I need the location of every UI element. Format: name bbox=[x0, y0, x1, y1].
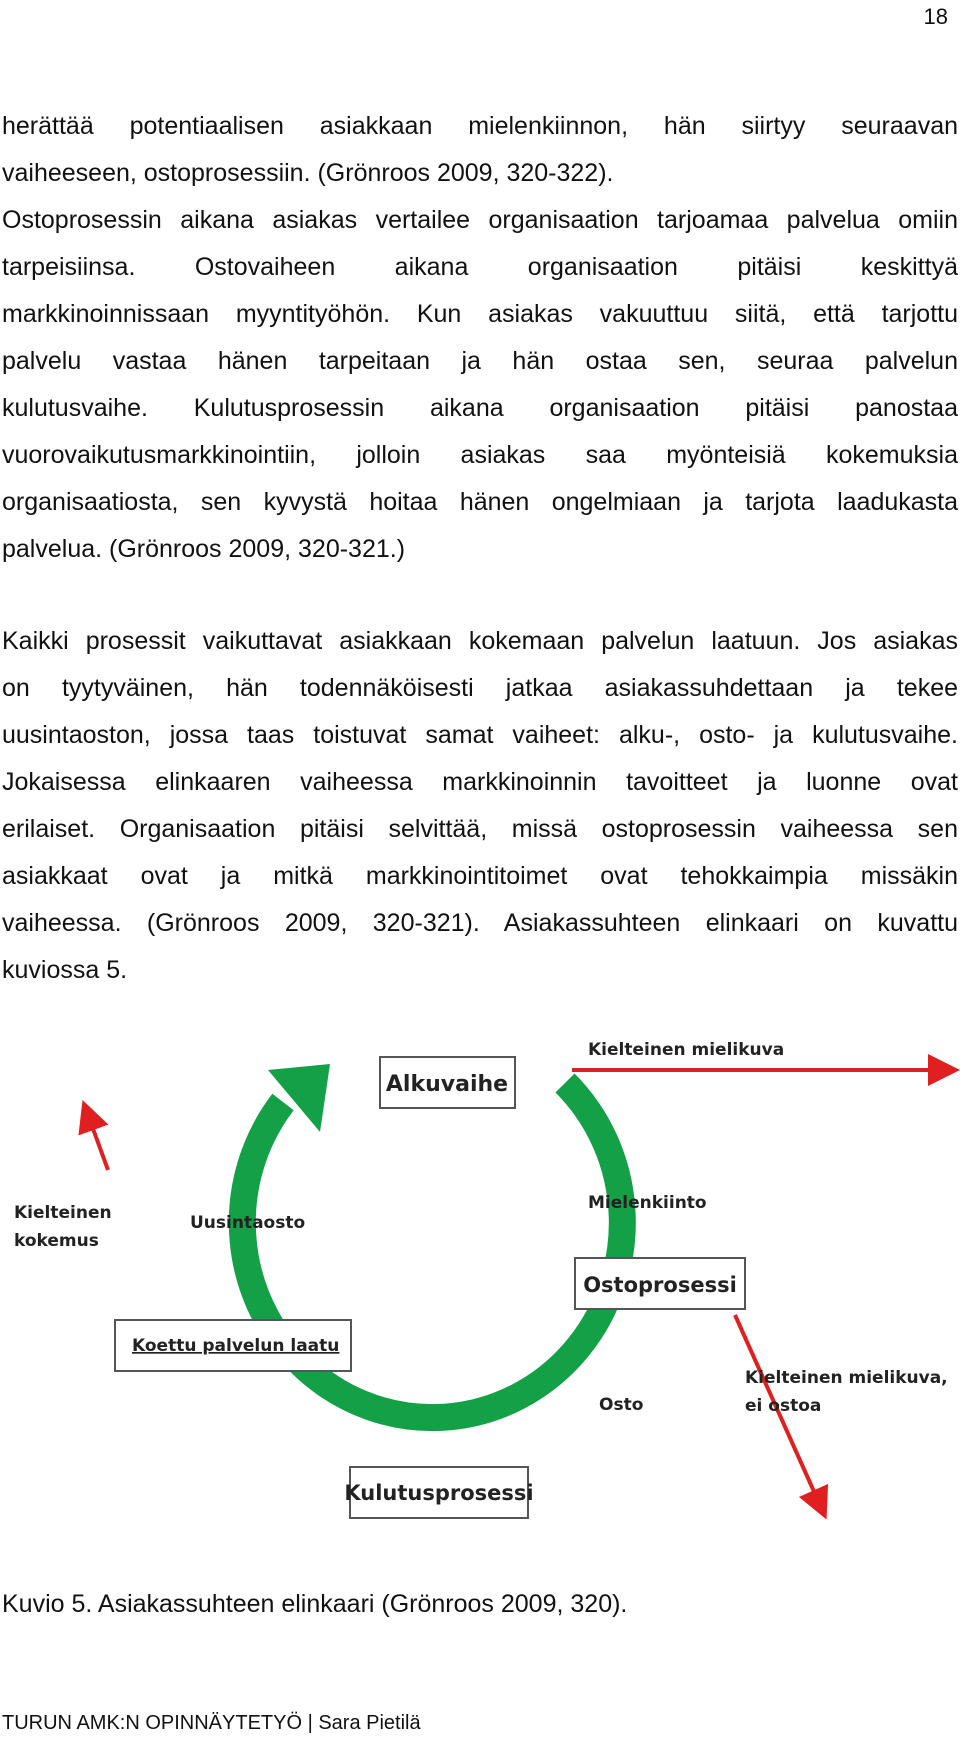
paragraph-line: Kaikki prosessit vaikuttavat asiakkaan kokemaan palvelun laatuun. Jos asiakas bbox=[2, 627, 958, 655]
paragraph-2 bbox=[2, 197, 958, 620]
stage-box-alkuvaihe bbox=[380, 1057, 515, 1108]
label-mielenkiinto: Mielenkiinto bbox=[588, 1193, 707, 1213]
paragraph-line: vaiheessa. (Grönroos 2009, 320-321). Asiakassuhteen elinkaari on kuvattu bbox=[2, 909, 958, 937]
page-number: 18 bbox=[923, 4, 948, 29]
red-arrow-kielteinen-kokemus bbox=[88, 1115, 108, 1170]
paragraph-line: tarpeisiinsa. Ostovaiheen aikana organisaation pitäisi keskittyä bbox=[2, 253, 958, 281]
paragraph-line: kulutusvaihe. Kulutusprosessin aikana organisaation pitäisi panostaa bbox=[2, 394, 958, 422]
stage-box-koettu-laatu bbox=[115, 1320, 351, 1371]
stage-label-ostoprosessi: Ostoprosessi bbox=[583, 1273, 737, 1297]
paragraph-line: erilaiset. Organisaation pitäisi selvittää, missä ostoprosessin vaiheessa sen bbox=[2, 815, 958, 843]
paragraph-line: Jokaisessa elinkaaren vaiheessa markkinoinnin tavoitteet ja luonne ovat bbox=[2, 768, 958, 796]
paragraph-line: palvelu vastaa hänen tarpeitaan ja hän ostaa sen, seuraa palvelun bbox=[2, 347, 958, 375]
stage-label-koettu-laatu: Koettu palvelun laatu bbox=[132, 1336, 340, 1356]
paragraph-3 bbox=[2, 618, 958, 1041]
paragraph-line: palvelua. (Grönroos 2009, 320-321.) bbox=[2, 535, 406, 563]
label-kielteinen-mielikuva-ei-ostoa-2: ei ostoa bbox=[745, 1396, 822, 1416]
label-kielteinen-kokemus-1: Kielteinen bbox=[14, 1203, 112, 1223]
stage-label-alkuvaihe: Alkuvaihe bbox=[385, 1072, 509, 1097]
label-uusintaosto: Uusintaosto bbox=[190, 1213, 306, 1233]
paragraph-line: vaiheeseen, ostoprosessiin. (Grönroos 2009, 320-322). bbox=[2, 159, 614, 187]
paragraph-line: asiakkaat ovat ja mitkä markkinointitoimet ovat tehokkaimpia missäkin bbox=[2, 862, 958, 890]
paragraph-line: markkinoinnissaan myyntityöhön. Kun asiakas vakuuttuu siitä, että tarjottu bbox=[2, 300, 958, 328]
stage-label-kulutusprosessi: Kulutusprosessi bbox=[344, 1481, 534, 1505]
customer-lifecycle-diagram bbox=[0, 1030, 960, 1530]
page-footer: TURUN AMK:N OPINNÄYTETYÖ | Sara Pietilä bbox=[2, 1712, 421, 1734]
paragraph-line: kuviossa 5. bbox=[2, 956, 128, 984]
label-kielteinen-mielikuva: Kielteinen mielikuva bbox=[588, 1040, 785, 1060]
paragraph-line: uusintaoston, jossa taas toistuvat samat vaiheet: alku-, osto- ja kulutusvaihe. bbox=[2, 721, 958, 749]
paragraph-line: herättää potentiaalisen asiakkaan mielenkiinnon, hän siirtyy seuraavan bbox=[2, 112, 958, 140]
paragraph-line: on tyytyväinen, hän todennäköisesti jatkaa asiakassuhdettaan ja tekee bbox=[2, 674, 958, 702]
label-kielteinen-kokemus-2: kokemus bbox=[14, 1231, 99, 1251]
stage-box-kulutusprosessi bbox=[344, 1467, 533, 1518]
paragraph-line: Ostoprosessin aikana asiakas vertailee organisaation tarjoamaa palvelua omiin bbox=[2, 206, 958, 234]
paragraph-line: organisaatiosta, sen kyvystä hoitaa hänen ongelmiaan ja tarjota laadukasta bbox=[2, 488, 958, 516]
figure-caption: Kuvio 5. Asiakassuhteen elinkaari (Grönroos 2009, 320). bbox=[2, 1590, 628, 1618]
paragraph-line: vuorovaikutusmarkkinointiin, jolloin asiakas saa myönteisiä kokemuksia bbox=[2, 441, 958, 469]
stage-box-ostoprosessi bbox=[575, 1258, 745, 1309]
label-osto: Osto bbox=[599, 1395, 644, 1415]
label-kielteinen-mielikuva-ei-ostoa-1: Kielteinen mielikuva, bbox=[745, 1368, 948, 1388]
